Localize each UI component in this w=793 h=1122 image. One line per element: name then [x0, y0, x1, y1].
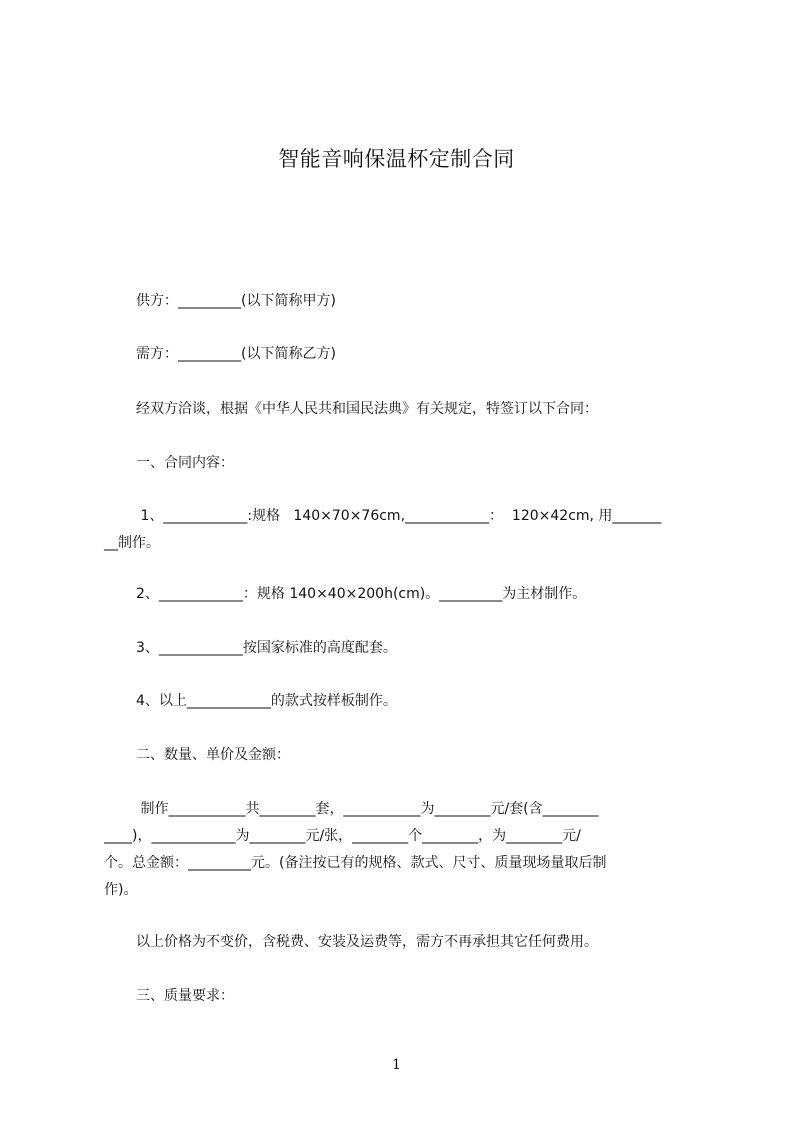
supplier-line: 供方：_________(以下简称甲方) — [136, 293, 336, 309]
section-2-heading: 二、数量、单价及金额： — [136, 747, 290, 763]
section-2-paragraph-line-3: 个。总金额：_________元。(备注按已有的规格、款式、尺寸、质量现场量取后制 — [104, 855, 607, 871]
document-title: 智能音响保温杯定制合同 — [278, 147, 515, 171]
section-1-item-3: 3、____________按国家标准的高度配套。 — [136, 640, 397, 656]
section-1-item-1-line-2: __制作。 — [104, 535, 160, 551]
section-3-heading: 三、质量要求： — [136, 988, 234, 1004]
buyer-line: 需方：_________(以下简称乙方) — [136, 346, 336, 362]
section-2-paragraph-line-1: 制作___________共________套，___________为________元/套(含________ — [136, 801, 599, 817]
price-note: 以上价格为不变价，含税费、安装及运费等，需方不再承担其它任何费用。 — [136, 934, 598, 950]
intro-paragraph: 经双方洽谈，根据《中华人民共和国民法典》有关规定，特签订以下合同： — [136, 401, 598, 417]
section-1-heading: 一、合同内容： — [136, 455, 234, 471]
section-2-paragraph-line-2: ____)，____________为________元/张，________个________，为________元/ — [104, 828, 581, 844]
page-number: 1 — [392, 1057, 401, 1073]
section-1-item-2: 2、____________：规格 140×40×200h(cm)。_________为主材制作。 — [136, 586, 587, 602]
section-2-paragraph-line-4: 作)。 — [104, 882, 138, 898]
section-1-item-1-line-1: 1、____________:规格 140×70×76cm,____________： 120×42cm, 用_______ — [136, 508, 662, 524]
section-1-item-4: 4、以上____________的款式按样板制作。 — [136, 693, 397, 709]
